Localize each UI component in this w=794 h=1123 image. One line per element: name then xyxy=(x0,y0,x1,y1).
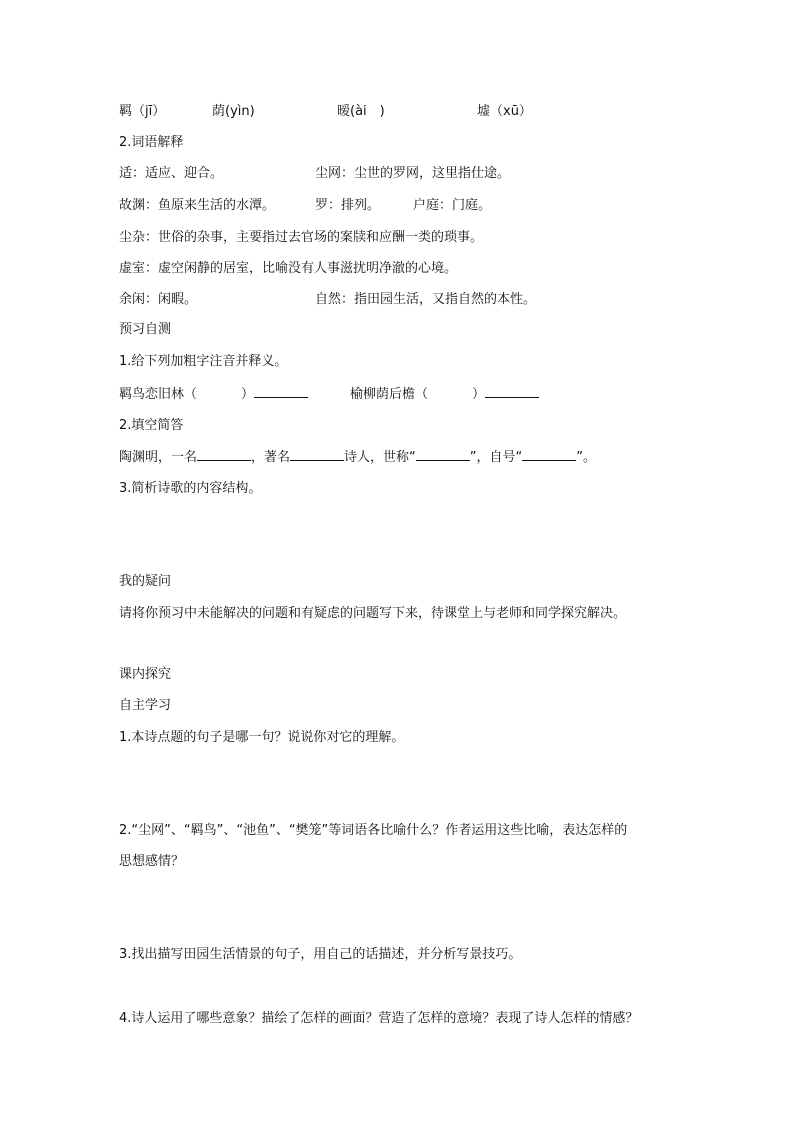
answer-blank[interactable] xyxy=(290,448,344,461)
fill-text: ”。 xyxy=(576,450,597,465)
preview-q1-item2 xyxy=(350,385,539,404)
answer-blank[interactable] xyxy=(254,385,308,398)
fill-text: ，著名 xyxy=(251,450,291,465)
vocab-heading: 2.词语解释 xyxy=(119,135,184,150)
item1-text: 羁鸟恋旧林（ xyxy=(119,387,198,402)
fill-text: 诗人，世称“ xyxy=(344,450,416,465)
inclass-sub: 自主学习 xyxy=(119,698,172,713)
vocab-yuxian: 余闲：闲暇。 xyxy=(119,292,198,307)
vocab-luo: 罗：排列。 xyxy=(315,198,381,213)
vocab-huting: 户庭：门庭。 xyxy=(413,198,492,213)
preview-q1: 1.给下列加粗字注音并释义。 xyxy=(119,354,288,369)
inclass-q2-line1: 2.“尘网”、“羁鸟”、“池鱼”、“樊笼”等词语各比喻什么？作者运用这些比喻，表达怎样的 xyxy=(119,823,628,838)
answer-blank[interactable] xyxy=(197,448,251,461)
item2-text: 榆柳荫后檐（ xyxy=(350,387,429,402)
answer-blank[interactable] xyxy=(485,385,539,398)
pronunciation-xu: 墟（xū） xyxy=(477,104,532,119)
close-paren: ） xyxy=(472,387,486,402)
close-paren: ） xyxy=(241,387,255,402)
pronunciation-ai: 暧(ài ) xyxy=(337,104,385,119)
questions-heading: 我的疑问 xyxy=(119,574,172,589)
fill-text: 陶渊明，一名 xyxy=(119,450,198,465)
inclass-q3: 3.找出描写田园生活情景的句子，用自己的话描述，并分析写景技巧。 xyxy=(119,947,522,962)
fill-text: ”，自号“ xyxy=(469,450,523,465)
preview-heading: 预习自测 xyxy=(119,322,172,337)
pronunciation-ji: 羁（jī） xyxy=(119,104,166,119)
vocab-chenza: 尘杂：世俗的杂事，主要指过去官场的案牍和应酬一类的琐事。 xyxy=(119,230,484,245)
inclass-q1: 1.本诗点题的句子是哪一句？说说你对它的理解。 xyxy=(119,730,405,745)
answer-blank[interactable] xyxy=(522,448,576,461)
preview-q1-item1 xyxy=(119,385,308,404)
preview-q2-fill xyxy=(119,448,596,467)
vocab-chenwang: 尘网：尘世的罗网，这里指仕途。 xyxy=(315,166,511,181)
vocab-shi: 适：适应、迎合。 xyxy=(119,166,224,181)
vocab-guyuan: 故渊：鱼原来生活的水潭。 xyxy=(119,198,276,213)
inclass-q2-line2: 思想感情？ xyxy=(119,854,185,869)
questions-text: 请将你预习中未能解决的问题和有疑虑的问题写下来，待课堂上与老师和同学探究解决。 xyxy=(119,606,627,621)
vocab-xushi: 虚室：虚空闲静的居室，比喻没有人事滋扰明净澈的心境。 xyxy=(119,261,458,276)
pronunciation-yin: 荫(yìn) xyxy=(212,104,255,119)
answer-blank[interactable] xyxy=(416,448,470,461)
inclass-q4: 4.诗人运用了哪些意象？描绘了怎样的画面？营造了怎样的意境？表现了诗人怎样的情感？ xyxy=(119,1011,639,1026)
preview-q2: 2.填空简答 xyxy=(119,418,184,433)
inclass-heading: 课内探究 xyxy=(119,667,172,682)
vocab-ziran: 自然：指田园生活，又指自然的本性。 xyxy=(315,292,537,307)
preview-q3: 3.简析诗歌的内容结构。 xyxy=(119,481,262,496)
